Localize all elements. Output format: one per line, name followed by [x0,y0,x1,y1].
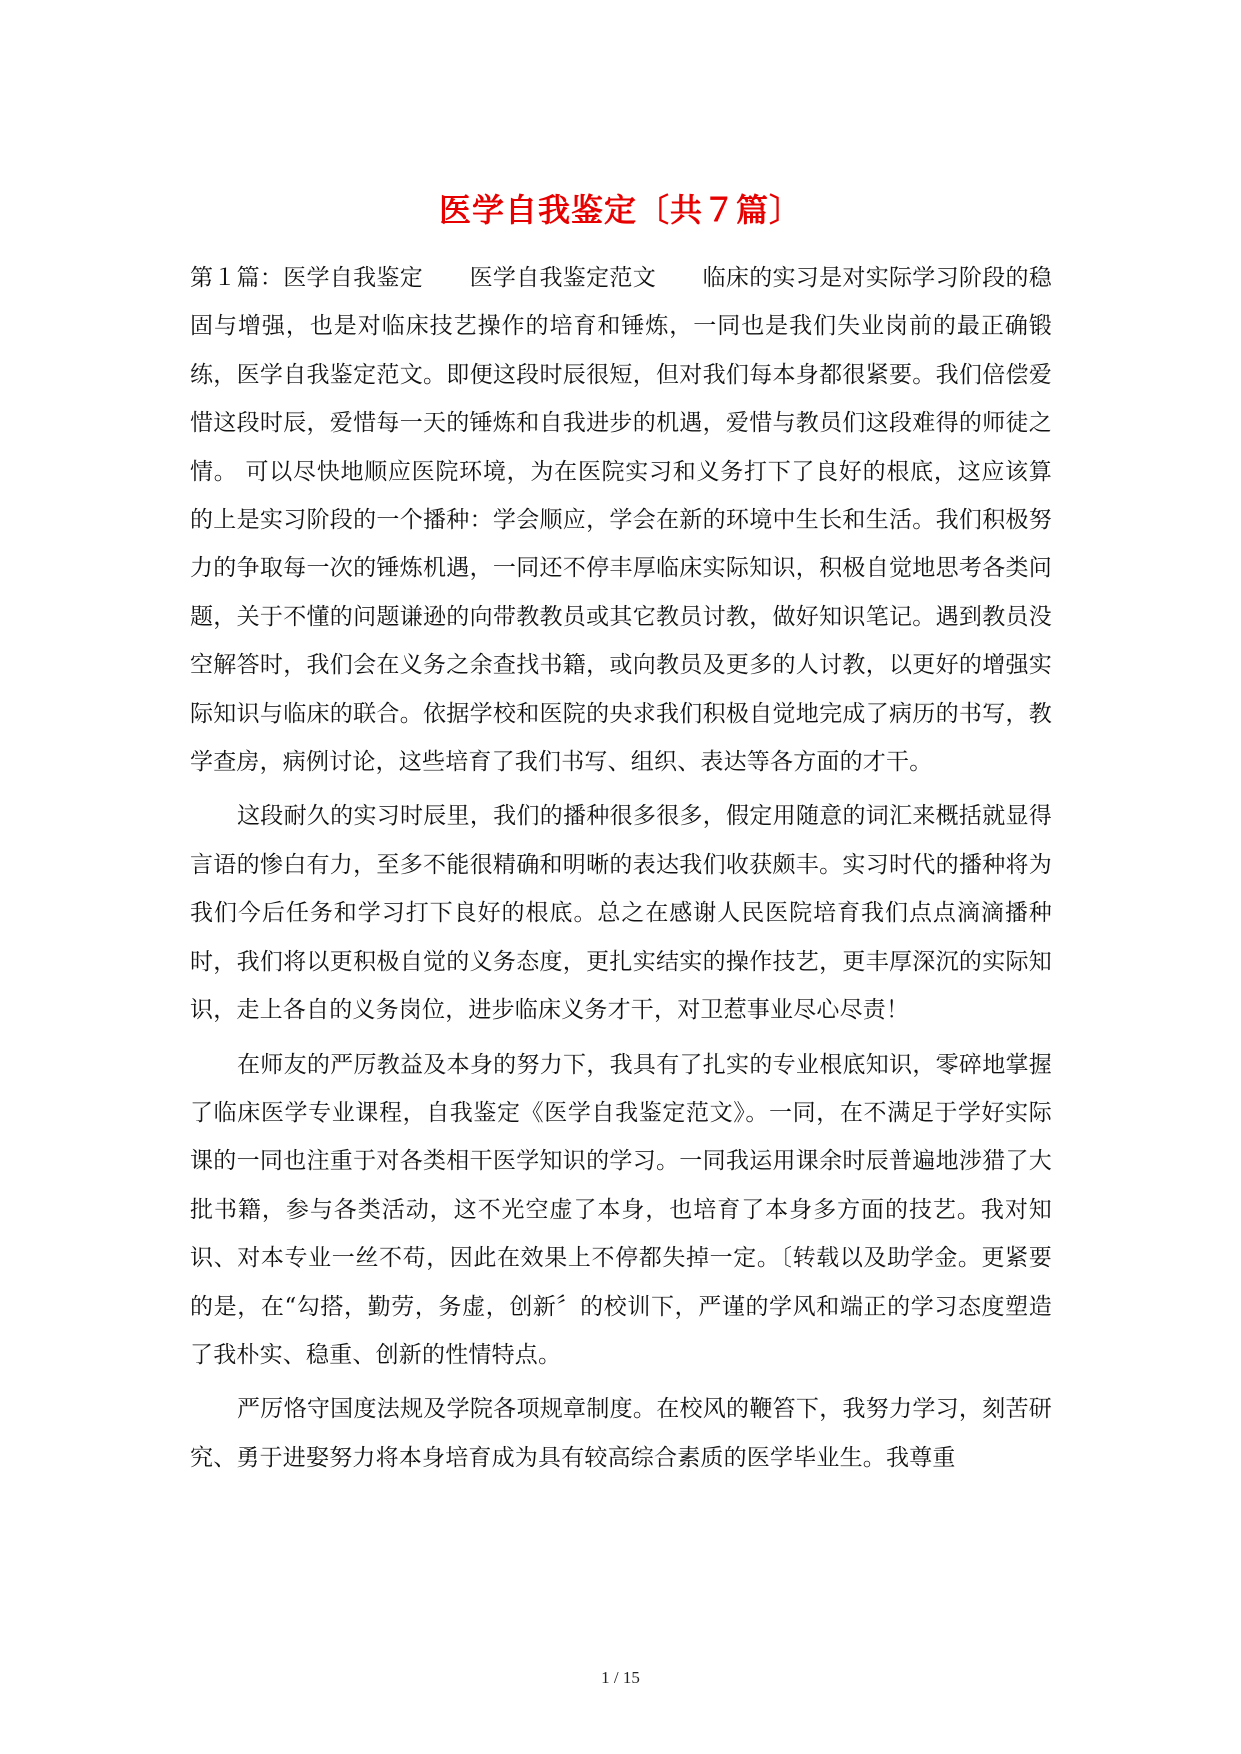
page-number: 1 / 15 [601,1668,640,1687]
paragraph: 第１篇：医学自我鉴定 医学自我鉴定范文 临床的实习是对实际学习阶段的稳固与增强，也是对临床技艺操作的培育和锤炼，一同也是我们失业岗前的最正确锻练，医学自我鉴定范文。即便这段时辰很短，但对我们每本身都很紧要。我们倍偿爱惜这段时辰，爱惜每一天的锤炼和自我进步的机遇，爱惜与教员们这段难得的师徒之情。 可以尽快地顺应医院环境，为在医院实习和义务打下了良好的根底，这应该算的上是实习阶段的一个播种：学会顺应，学会在新的环境中生长和生活。我们积极努力的争取每一次的锤炼机遇，一同还不停丰厚临床实际知识，积极自觉地思考各类问题，关于不懂的问题谦逊的向带教教员或其它教员讨教，做好知识笔记。遇到教员没空解答时，我们会在义务之余查找书籍，或向教员及更多的人讨教，以更好的增强实际知识与临床的联合。依据学校和医院的央求我们积极自觉地完成了病历的书写，教学查房，病例讨论，这些培育了我们书写、组织、表达等各方面的才干。 [190,265,1052,776]
paragraph: 这段耐久的实习时辰里，我们的播种很多很多，假定用随意的词汇来概括就显得言语的惨白有力，至多不能很精确和明晰的表达我们收获颇丰。实习时代的播种将为我们今后任务和学习打下良好的根底。总之在感谢人民医院培育我们点点滴滴播种时，我们将以更积极自觉的义务态度，更扎实结实的操作技艺，更丰厚深沉的实际知识，走上各自的义务岗位，进步临床义务才干，对卫惹事业尽心尽责！ [190,803,1052,1024]
paragraph: 在师友的严厉教益及本身的努力下，我具有了扎实的专业根底知识，零碎地掌握了临床医学专业课程，自我鉴定《医学自我鉴定范文》。一同，在不满足于学好实际课的一同也注重于对各类相干医学知识的学习。一同我运用课余时辰普遍地涉猎了大批书籍，参与各类活动，这不光空虚了本身，也培育了本身多方面的技艺。我对知识、对本专业一丝不苟，因此在效果上不停都失掉一定。〔转载以及助学金。更紧要的是，在“勾搭，勤劳，务虚，创新〞的校训下，严谨的学风和端正的学习态度塑造了我朴实、稳重、创新的性情特点。 [190,1051,1052,1368]
paragraph: 严厉恪守国度法规及学院各项规章制度。在校风的鞭笞下，我努力学习，刻苦研究、勇于进娶努力将本身培育成为具有较高综合素质的医学毕业生。我尊重 [190,1396,1052,1471]
document-body [190,254,1052,1488]
document-title: 医学自我鉴定〔共７篇〕 [438,191,802,229]
